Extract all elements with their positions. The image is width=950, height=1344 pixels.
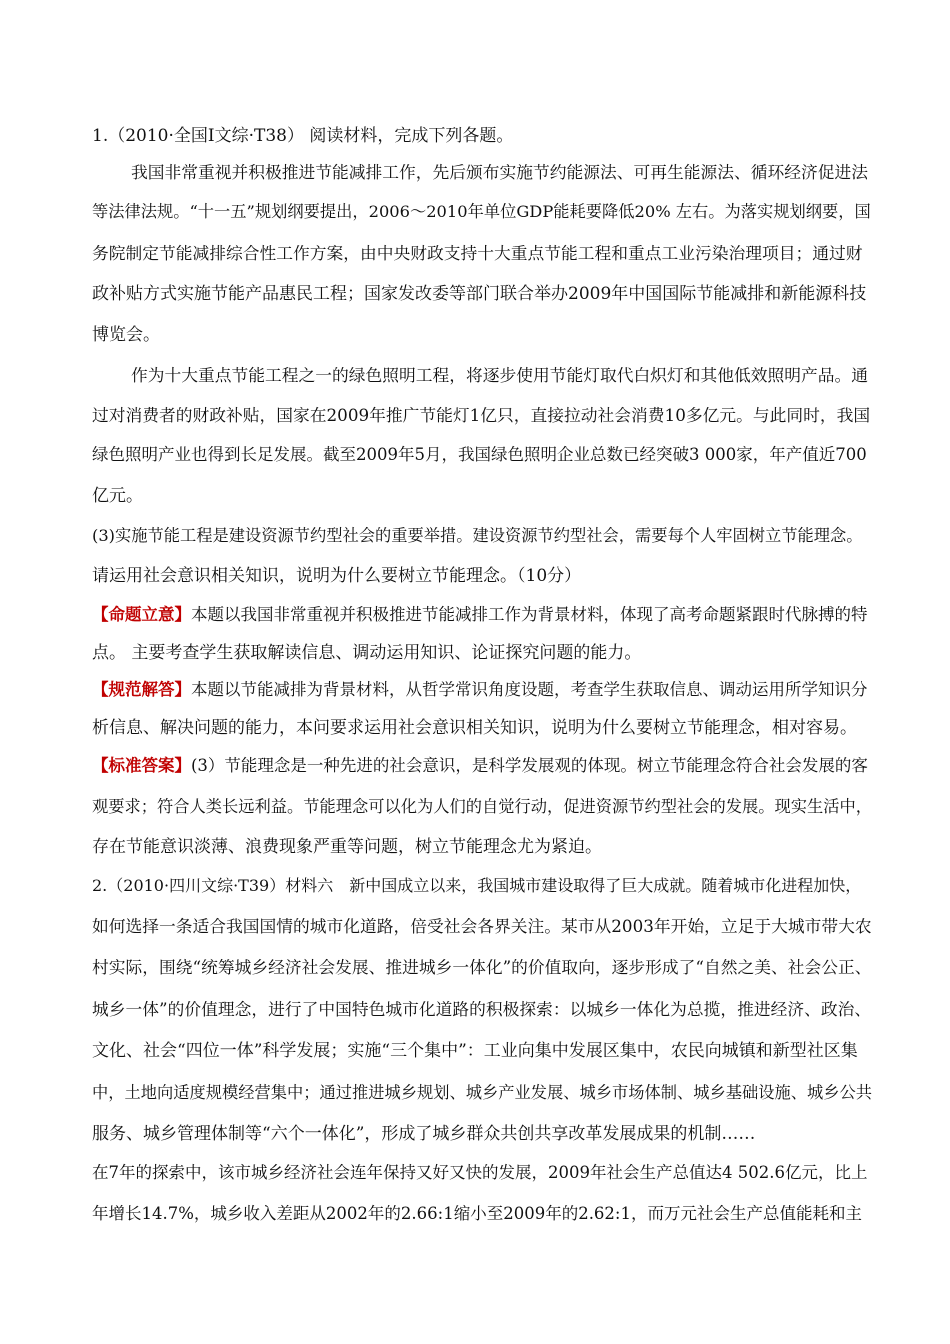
q1-question-line-1: (3)实施节能工程是建设资源节约型社会的重要举措。建设资源节约型社会，需要每个人牢固树立节能理念。: [92, 526, 863, 545]
q1-solution-line-2: 析信息、解决问题的能力，本问要求运用社会意识相关知识，说明为什么要树立节能理念，相对容易。: [92, 718, 857, 738]
q2-paragraph1-line-3: 村实际，围绕“统筹城乡经济社会发展、推进城乡一体化”的价值取向，逐步形成了“自然之美、社会公正、: [92, 957, 872, 977]
q1-material1-line-1: 我国非常重视并积极推进节能减排工作，先后颁布实施节约能源法、可再生能源法、循环经济促进法: [131, 162, 869, 182]
intent-label: 【命题立意】: [92, 605, 191, 624]
q2-paragraph1-line-2: 如何选择一条适合我国国情的城市化道路，倍受社会各界关注。某市从2003年开始，立足于大城市带大农: [92, 916, 872, 936]
q1-intent-line-1: [92, 605, 872, 625]
q1-material1-line-2: 等法律法规。“十一五”规划纲要提出，2006～2010年单位GDP能耗要降低20% 左右。为落实规划纲要，国: [92, 202, 871, 221]
answer-label: 【标准答案】: [92, 756, 191, 775]
q1-material2-line-4: 亿元。: [92, 486, 143, 506]
q1-question-line-2: 请运用社会意识相关知识，说明为什么要树立节能理念。（10分）: [92, 566, 582, 586]
answer-text-1: (3）节能理念是一种先进的社会意识，是科学发展观的体现。树立节能理念符合社会发展的客: [191, 756, 868, 775]
q1-material2-line-3: 绿色照明产业也得到长足发展。截至2009年5月，我国绿色照明企业总数已经突破3 000家，年产值近700: [92, 445, 867, 464]
q1-intent-line-2: 点。 主要考查学生获取解读信息、调动运用知识、论证探究问题的能力。: [92, 643, 642, 663]
q2-paragraph1-line-4: 城乡一体”的价值理念，进行了中国特色城市化道路的积极探索：以城乡一体化为总揽，推进经济、政治、: [92, 999, 872, 1019]
q1-material1-line-3: 务院制定节能减排综合性工作方案，由中央财政支持十大重点节能工程和重点工业污染治理项目；通过财: [92, 243, 863, 263]
solution-text-1: 本题以节能减排为背景材料，从哲学常识角度设题，考查学生获取信息、调动运用所学知识分: [191, 680, 868, 699]
q2-paragraph1-line-6: 中，土地向适度规模经营集中；通过推进城乡规划、城乡产业发展、城乡市场体制、城乡基础设施、城乡公共: [92, 1083, 872, 1102]
q1-answer-line-3: 存在节能意识淡薄、浪费现象严重等问题，树立节能理念尤为紧迫。: [92, 837, 602, 857]
q1-material1-line-4: 政补贴方式实施节能产品惠民工程；国家发改委等部门联合举办2009年中国国际节能减排和新能源科技: [92, 284, 867, 304]
q1-material2-line-2: 过对消费者的财政补贴，国家在2009年推广节能灯1亿只，直接拉动社会消费10多亿元。与此同时，我国: [92, 405, 871, 425]
q1-solution-line-1: [92, 680, 872, 700]
intent-text-1: 本题以我国非常重视并积极推进节能减排工作为背景材料，体现了高考命题紧跟时代脉搏的特: [191, 605, 868, 624]
q2-paragraph1-line-7: 服务、城乡管理体制等“六个一体化”，形成了城乡群众共创共享改革发展成果的机制……: [92, 1124, 756, 1144]
q1-material2-line-1: 作为十大重点节能工程之一的绿色照明工程，将逐步使用节能灯取代白炽灯和其他低效照明产品。通: [131, 365, 869, 385]
q1-answer-line-1: [92, 756, 872, 776]
q2-paragraph2-line-2: 年增长14.7%，城乡收入差距从2002年的2.66:1缩小至2009年的2.62:1，而万元社会生产总值能耗和主: [92, 1204, 862, 1223]
q2-paragraph1-line-1: 2.（2010·四川文综·T39）材料六 新中国成立以来，我国城市建设取得了巨大成就。随着城市化进程加快，: [92, 876, 862, 895]
q2-paragraph1-line-5: 文化、社会“四位一体”科学发展；实施“三个集中”：工业向集中发展区集中，农民向城镇和新型社区集: [92, 1041, 858, 1061]
q2-paragraph2-line-1: 在7年的探索中，该市城乡经济社会连年保持又好又快的发展，2009年社会生产总值达4 502.6亿元，比上: [92, 1163, 868, 1182]
q1-material1-line-5: 博览会。: [92, 325, 160, 345]
q1-answer-line-2: 观要求；符合人类长远利益。节能理念可以化为人们的自觉行动，促进资源节约型社会的发展。现实生活中，: [92, 797, 872, 816]
solution-label: 【规范解答】: [92, 680, 191, 699]
q1-heading: 1.（2010·全国Ⅰ文综·T38） 阅读材料，完成下列各题。: [92, 126, 514, 146]
